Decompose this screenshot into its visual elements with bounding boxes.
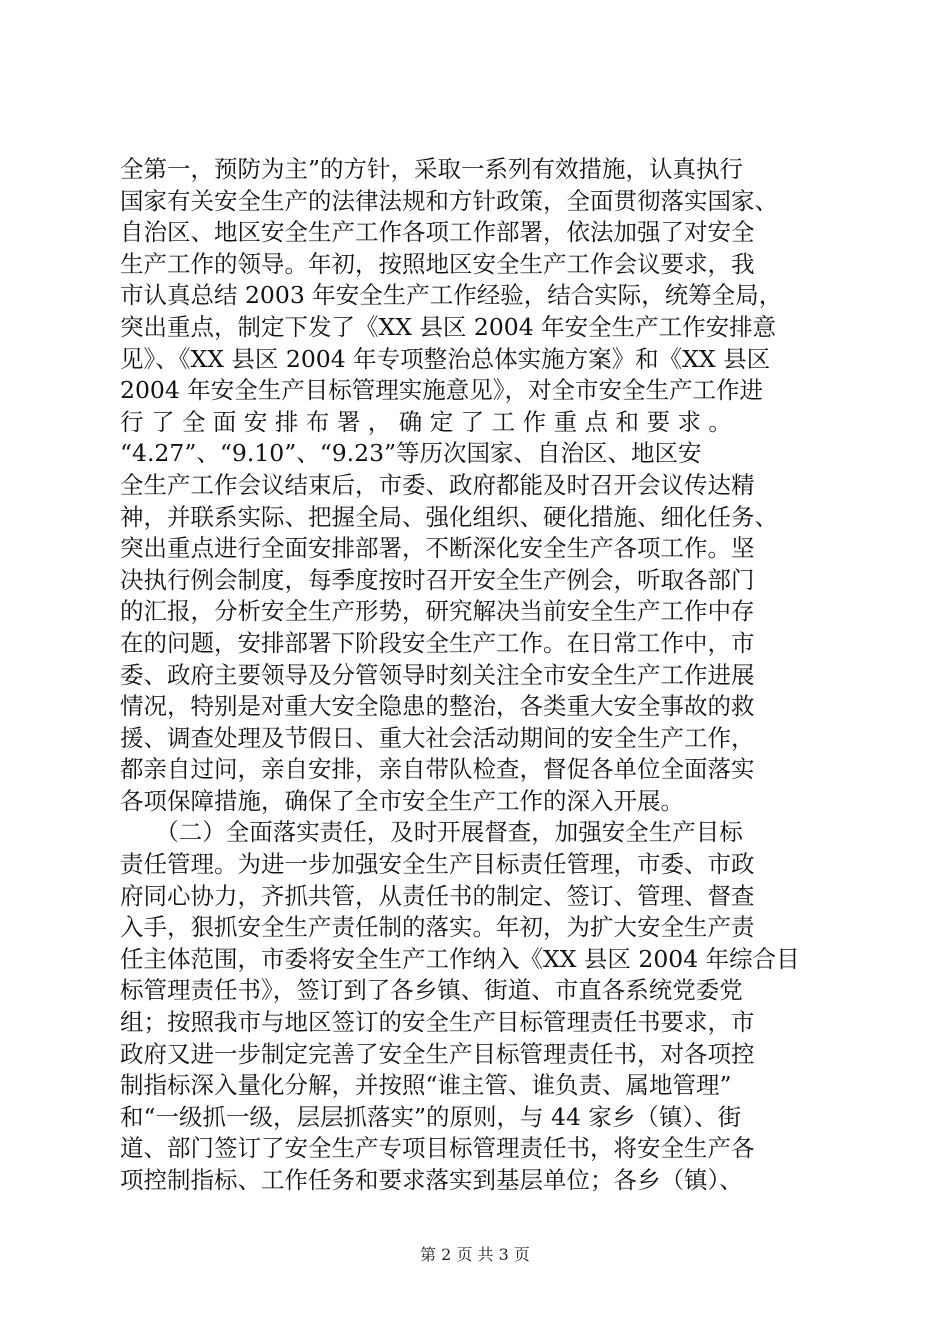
text-line: 2004 年安全生产目标管理实施意见》，对全市安全生产工作进: [120, 376, 764, 405]
text-line: 在的问题，安排部署下阶段安全生产工作。在日常工作中，市: [120, 628, 755, 657]
text-line: 行 了 全 面 安 排 布 署 ， 确 定 了 工 作 重 点 和 要 求 。: [120, 407, 732, 436]
text-line: 神，并联系实际、把握全局、强化组织、硬化措施、细化任务、: [120, 502, 778, 531]
text-line: 政府又进一步制定完善了安全生产目标管理责任书，对各项控: [120, 1039, 755, 1068]
text-line: 府同心协力，齐抓共管，从责任书的制定、签订、管理、督查: [120, 881, 755, 910]
text-line: 市认真总结 2003 年安全生产工作经验，结合实际，统筹全局，: [120, 281, 783, 310]
text-line: 组；按照我市与地区签订的安全生产目标管理责任书要求，市: [120, 1008, 755, 1037]
text-line: 生产工作的领导。年初，按照地区安全生产工作会议要求，我: [120, 249, 755, 278]
text-line: 突出重点进行全面安排部署，不断深化安全生产各项工作。坚: [120, 534, 755, 563]
text-line: 责任管理。为进一步加强安全生产目标责任管理，市委、市政: [120, 850, 755, 879]
text-line: 见》、《XX 县区 2004 年专项整治总体实施方案》和《XX 县区: [120, 344, 771, 373]
text-line: 入手，狠抓安全生产责任制的落实。年初，为扩大安全生产责: [120, 913, 755, 942]
text-line: （二）全面落实责任，及时开展督查，加强安全生产目标: [120, 818, 743, 847]
text-line: 情况，特别是对重大安全隐患的整治，各类重大安全事故的救: [120, 692, 755, 721]
text-line: 制指标深入量化分解，并按照“谁主管、谁负责、属地管理”: [120, 1071, 732, 1100]
text-line: 各项保障措施，确保了全市安全生产工作的深入开展。: [120, 786, 684, 815]
text-line: 国家有关安全生产的法律法规和方针政策，全面贯彻落实国家、: [120, 186, 778, 215]
text-line: 全第一，预防为主”的方针，采取一系列有效措施，认真执行: [120, 155, 744, 183]
text-line: 都亲自过问，亲自安排，亲自带队检查，督促各单位全面落实: [120, 755, 755, 784]
text-line: 委、政府主要领导及分管领导时刻关注全市安全生产工作进展: [120, 660, 755, 689]
text-line: 决执行例会制度，每季度按时召开安全生产例会，听取各部门: [120, 565, 755, 594]
text-line: 全生产工作会议结束后，市委、政府都能及时召开会议传达精: [120, 470, 755, 499]
text-line: 任主体范围，市委将安全生产工作纳入《XX 县区 2004 年综合目: [120, 944, 800, 973]
text-line: 标管理责任书》，签订到了各乡镇、街道、市直各系统党委党: [120, 976, 743, 1005]
text-line: 道、部门签订了安全生产专项目标管理责任书，将安全生产各: [120, 1134, 755, 1163]
text-line: 和“一级抓一级，层层抓落实”的原则，与 44 家乡（镇）、街: [120, 1102, 742, 1131]
text-line: 的汇报，分析安全生产形势，研究解决当前安全生产工作中存: [120, 597, 755, 626]
text-line: 自治区、地区安全生产工作各项工作部署，依法加强了对安全: [120, 218, 755, 247]
body-text: [120, 154, 840, 1197]
text-line: 项控制指标、工作任务和要求落实到基层单位；各乡（镇）、: [120, 1166, 743, 1194]
text-line: 援、调查处理及节假日、重大社会活动期间的安全生产工作，: [120, 723, 755, 752]
page-number-footer: 第 2 页 共 3 页: [420, 1245, 530, 1264]
text-line: “4.27”、“9.10”、“9.23”等历次国家、自治区、地区安: [120, 439, 702, 468]
text-line: 突出重点，制定下发了《XX 县区 2004 年安全生产工作安排意: [120, 312, 777, 341]
